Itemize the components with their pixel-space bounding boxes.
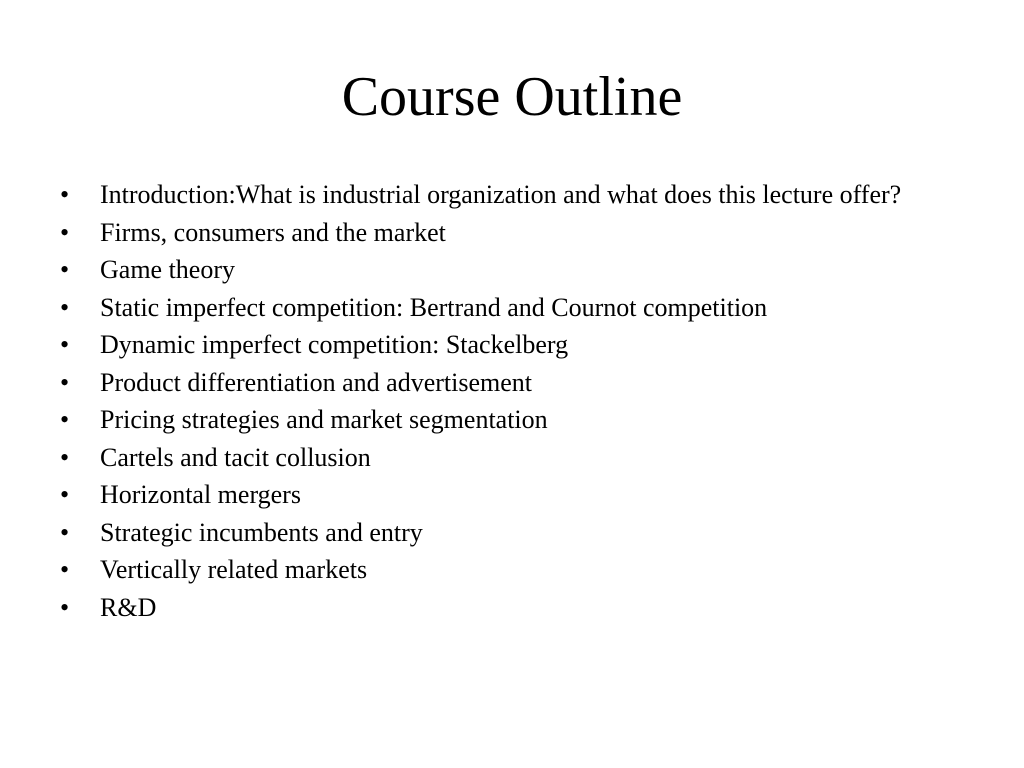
bullet-item: • Strategic incumbents and entry: [100, 518, 920, 547]
slide-title: Course Outline: [341, 66, 683, 128]
bullet-item: • Dynamic imperfect competition: Stackelberg: [100, 330, 920, 359]
bullet-item: • Pricing strategies and market segmentation: [100, 405, 920, 434]
bullet-list: [100, 180, 920, 630]
bullet-item: • Product differentiation and advertisement: [100, 368, 920, 397]
bullet-item: • Vertically related markets: [100, 555, 920, 584]
bullet-item: • Horizontal mergers: [100, 480, 920, 509]
bullet-item: • Introduction:What is industrial organization and what does this lecture offer?: [100, 180, 920, 209]
bullet-item: • R&D: [100, 593, 920, 622]
bullet-item: • Game theory: [100, 255, 920, 284]
bullet-item: • Firms, consumers and the market: [100, 218, 920, 247]
bullet-item: • Static imperfect competition: Bertrand and Cournot competition: [100, 293, 920, 322]
bullet-item: • Cartels and tacit collusion: [100, 443, 920, 472]
